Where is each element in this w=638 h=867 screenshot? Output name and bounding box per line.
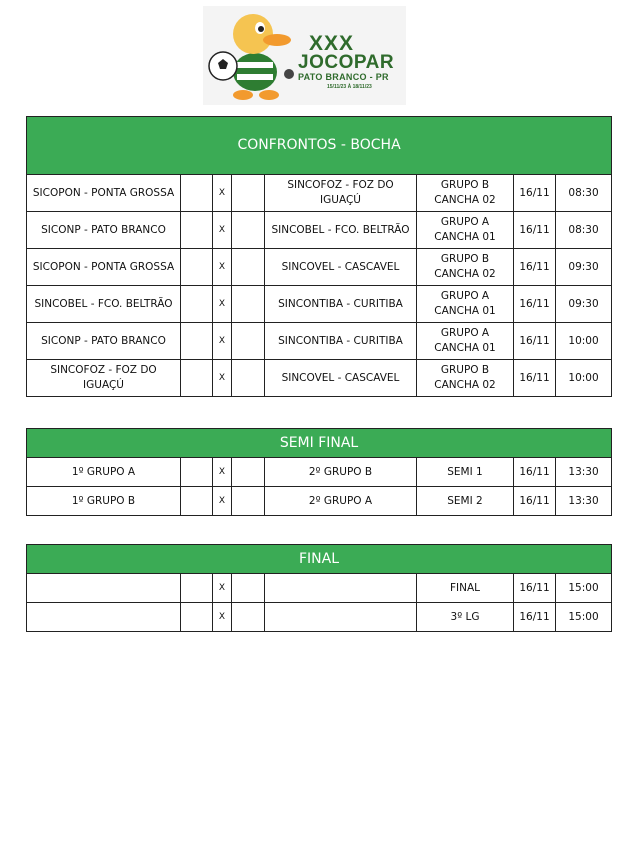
team-a: SICOPON - PONTA GROSSA [27,249,181,286]
event-logo [203,6,406,105]
table-row [27,286,612,323]
schedule-table-final [26,544,612,632]
team-b: SINCOVEL - CASCAVEL [265,249,417,286]
match-date: 16/11 [514,323,556,360]
score-a [181,360,213,397]
match-date: 16/11 [514,175,556,212]
match-time: 08:30 [556,175,612,212]
table-row [27,574,612,603]
team-b: 2º GRUPO A [265,487,417,516]
score-b [232,458,265,487]
versus-mark: X [213,249,232,286]
table-row [27,175,612,212]
team-b: SINCOFOZ - FOZ DO IGUAÇÚ [265,175,417,212]
table-title: CONFRONTOS - BOCHA [27,117,612,175]
logo-dates: 15/11/23 À 18/11/23 [327,84,372,90]
team-a: SINCOBEL - FCO. BELTRÃO [27,286,181,323]
round-label: FINAL [417,574,514,603]
table-row [27,249,612,286]
table-row [27,603,612,632]
match-date: 16/11 [514,574,556,603]
versus-mark: X [213,487,232,516]
match-time: 15:00 [556,603,612,632]
table-title: FINAL [27,545,612,574]
logo-name: JOCOPAR [298,52,395,73]
group-court: GRUPO B CANCHA 02 [417,360,514,397]
schedule-table-semifinal [26,428,612,516]
score-b [232,212,265,249]
match-time: 10:00 [556,360,612,397]
match-date: 16/11 [514,603,556,632]
logo-edition: XXX [308,32,355,55]
match-time: 15:00 [556,574,612,603]
team-b: SINCONTIBA - CURITIBA [265,323,417,360]
team-b: SINCOVEL - CASCAVEL [265,360,417,397]
team-a: 1º GRUPO B [27,487,181,516]
team-a: SICONP - PATO BRANCO [27,212,181,249]
team-a: 1º GRUPO A [27,458,181,487]
team-a: SICONP - PATO BRANCO [27,323,181,360]
group-court: GRUPO B CANCHA 02 [417,249,514,286]
score-a [181,212,213,249]
versus-mark: X [213,574,232,603]
match-time: 08:30 [556,212,612,249]
match-date: 16/11 [514,458,556,487]
score-b [232,487,265,516]
score-b [232,603,265,632]
score-b [232,249,265,286]
match-time: 10:00 [556,323,612,360]
score-a [181,175,213,212]
match-date: 16/11 [514,286,556,323]
versus-mark: X [213,286,232,323]
score-b [232,286,265,323]
score-a [181,458,213,487]
round-label: SEMI 1 [417,458,514,487]
table-title: SEMI FINAL [27,429,612,458]
team-b: 2º GRUPO B [265,458,417,487]
team-b [265,603,417,632]
table-row [27,323,612,360]
table-row [27,458,612,487]
team-b: SINCONTIBA - CURITIBA [265,286,417,323]
score-a [181,286,213,323]
versus-mark: X [213,323,232,360]
versus-mark: X [213,175,232,212]
match-date: 16/11 [514,212,556,249]
table-row [27,360,612,397]
score-a [181,574,213,603]
round-label: SEMI 2 [417,487,514,516]
match-date: 16/11 [514,487,556,516]
team-a [27,574,181,603]
table-row [27,212,612,249]
score-a [181,603,213,632]
score-a [181,487,213,516]
score-b [232,175,265,212]
team-a: SICOPON - PONTA GROSSA [27,175,181,212]
match-time: 13:30 [556,458,612,487]
match-date: 16/11 [514,360,556,397]
group-court: GRUPO A CANCHA 01 [417,286,514,323]
versus-mark: X [213,212,232,249]
table-row [27,487,612,516]
group-court: GRUPO A CANCHA 01 [417,212,514,249]
versus-mark: X [213,458,232,487]
score-a [181,249,213,286]
group-court: GRUPO B CANCHA 02 [417,175,514,212]
match-time: 13:30 [556,487,612,516]
logo-city: PATO BRANCO - PR [298,72,389,82]
team-a: SINCOFOZ - FOZ DO IGUAÇÚ [27,360,181,397]
score-b [232,574,265,603]
match-time: 09:30 [556,249,612,286]
versus-mark: X [213,603,232,632]
match-time: 09:30 [556,286,612,323]
score-a [181,323,213,360]
team-b [265,574,417,603]
versus-mark: X [213,360,232,397]
team-a [27,603,181,632]
round-label: 3º LG [417,603,514,632]
score-b [232,360,265,397]
schedule-table-group-stage [26,116,612,397]
group-court: GRUPO A CANCHA 01 [417,323,514,360]
team-b: SINCOBEL - FCO. BELTRÃO [265,212,417,249]
match-date: 16/11 [514,249,556,286]
score-b [232,323,265,360]
